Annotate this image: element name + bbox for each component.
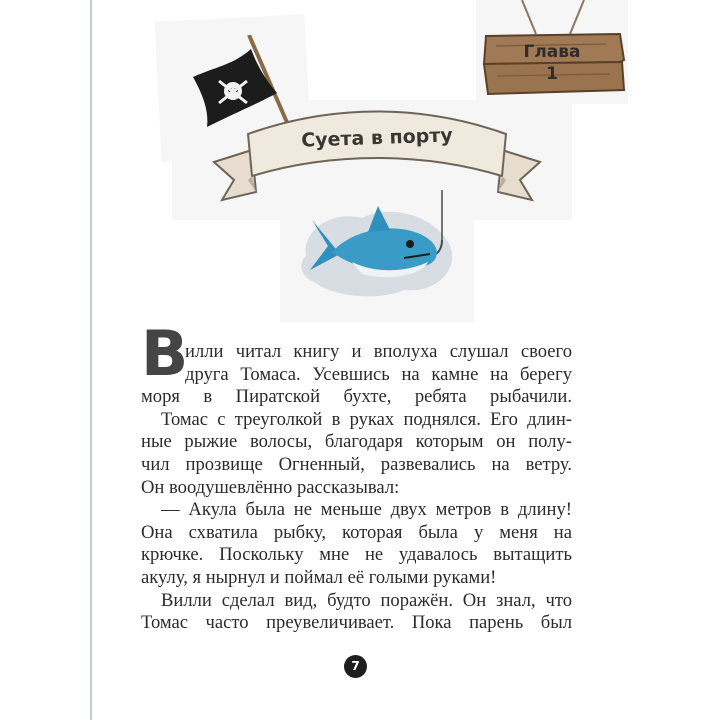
page-spine-line — [90, 0, 92, 720]
text-line: Вилли сделал вид, будто поражён. Он знал, что — [161, 589, 572, 611]
text-line: Томас часто преувеличивает. Пока парень был — [141, 612, 572, 634]
chapter-title: Суета в порту — [300, 124, 454, 152]
chapter-label: Глава — [523, 42, 581, 62]
text-line: илли читал книгу и вполуха слушал своего — [185, 341, 572, 362]
text-line: Он воодушевлённо рассказывал: — [141, 476, 400, 498]
text-line: — Акула была не меньше двух метров в длину! — [161, 499, 572, 521]
text-line: крючке. Поскольку мне не удавалось вытащить — [141, 544, 572, 566]
text-line: Томас с треуголкой в руках поднялся. Его длин- — [161, 408, 572, 430]
text-line: Она схватила рыбку, которая была у меня на — [141, 521, 572, 543]
text-line: чил прозвище Огненный, развевались на ветру. — [141, 453, 572, 475]
shark-on-hook-icon — [292, 190, 462, 305]
chapter-number: 1 — [546, 64, 558, 84]
page-number: 7 — [344, 655, 367, 678]
text-line: акулу, я нырнул и поймал её голыми руками! — [141, 566, 497, 588]
drop-cap: В — [141, 317, 189, 390]
text-line: друга Томаса. Усевшись на камне на берегу — [185, 363, 572, 385]
text-line: моря в Пиратской бухте, ребята рыбачили. — [141, 386, 572, 408]
story-text — [141, 341, 572, 635]
text-line: ные рыжие волосы, благодаря которым он полу- — [141, 431, 572, 453]
